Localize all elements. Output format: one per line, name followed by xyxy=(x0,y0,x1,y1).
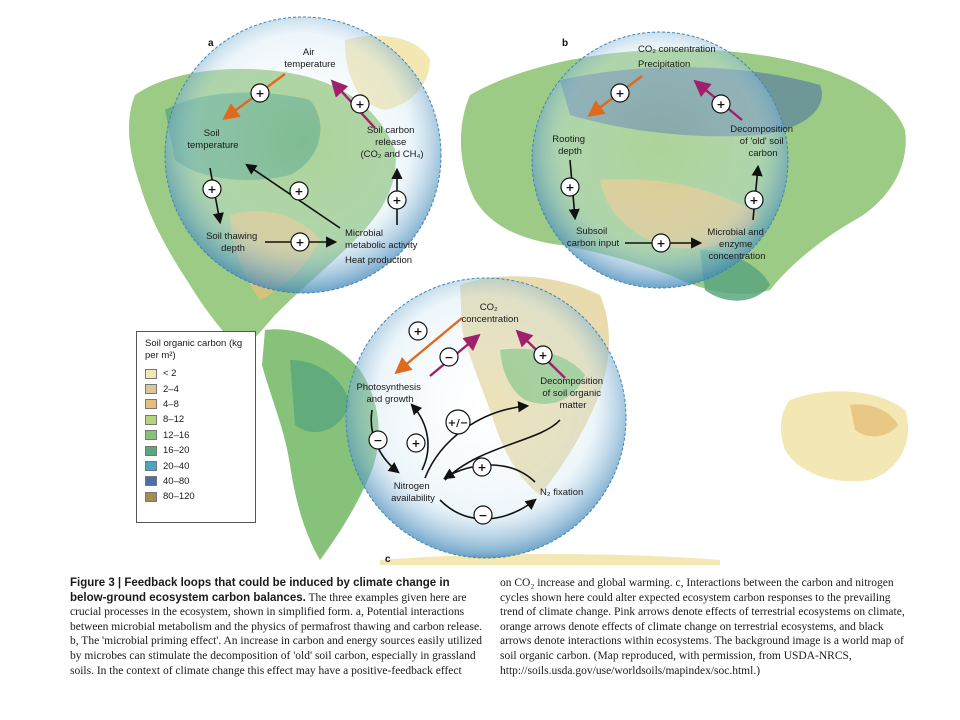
label-co2-precipitation: CO₂ concentration Precipitation xyxy=(638,44,716,70)
legend-rows xyxy=(145,366,247,505)
caption-heading: Figure 3 | Feedback loops that could be induced by climate change in below-ground ecosystem carbon balances. xyxy=(70,577,450,604)
label-decomposition-old-carbon: Decomposition of 'old' soil carbon xyxy=(730,124,794,159)
label-n2-fixation: N₂ fixation xyxy=(540,487,584,498)
legend-label: 40–80 xyxy=(163,475,190,487)
label-soil-temperature: Soil temperature xyxy=(187,128,239,151)
legend-label: 2–4 xyxy=(163,383,179,395)
legend-swatch xyxy=(145,446,157,456)
label-subsoil-carbon-input: Subsoil carbon input xyxy=(566,226,620,249)
sign-plus: + xyxy=(255,87,265,100)
label-nitrogen-availability: Nitrogen availability xyxy=(391,481,435,504)
sign-plus: + xyxy=(716,98,726,111)
label-soil-carbon-release: Soil carbon release (CO₂ and CH₄) xyxy=(360,125,424,160)
label-photosynthesis: Photosynthesis and growth xyxy=(356,382,421,405)
legend-item xyxy=(145,474,247,489)
legend-label: 4–8 xyxy=(163,398,179,410)
sign-minus: − xyxy=(373,434,383,447)
label-air-temperature: Air temperature xyxy=(284,47,336,70)
legend-item xyxy=(145,381,247,396)
sign-plus: + xyxy=(295,236,305,249)
label-co2-concentration: CO₂ concentration xyxy=(461,302,519,325)
legend-item xyxy=(145,458,247,473)
panel-letter-a: a xyxy=(208,38,214,49)
legend-swatch xyxy=(145,430,157,440)
label-rooting-depth: Rooting depth xyxy=(552,134,586,157)
caption-left-text: The three examples given here are crucial processes in the ecosystem, shown in simplified form. a, Potential interactions between microbial metabolism and the physics of permafrost thawing and carbon release. b, The 'microbial priming effect'. An increase in carbon and energy sources easily utilized by microbes can stimulate the decomposition of 'old' soil carbon, especially in grassland soils. In the context of climate change this effect may have a positive-feedback effect xyxy=(70,591,482,677)
sign-plus: + xyxy=(294,185,304,198)
caption-right-column xyxy=(500,576,912,678)
sign-plus: + xyxy=(615,87,625,100)
panel-letter-b: b xyxy=(562,38,569,49)
legend-title: Soil organic carbon (kg per m²) xyxy=(145,338,243,361)
legend-label: 20–40 xyxy=(163,460,190,472)
soil-carbon-legend xyxy=(136,331,256,523)
caption-right-text: on CO₂ increase and global warming. c, Interactions between the carbon and nitrogen cycles shown here could alter expected ecosystem carbon responses to the prevailing trend of climate change. Pink arrows denote effects of terrestrial ecosystems on climate, orange arrows denote effects of climate change on terrestrial ecosystems, and black arrows denote interactions within ecosystems. The background image is a world map of soil organic carbon. (Map reproduced, with permission, from USDA-NRCS, http://soils.usda.gov/use/worldsoils/mapindex/soc.html.) xyxy=(500,577,905,677)
label-microbial-enzyme: Microbial and enzyme concentration xyxy=(707,227,766,262)
sign-minus: − xyxy=(478,509,488,522)
sign-plus: + xyxy=(411,437,421,450)
sign-plus: + xyxy=(392,194,402,207)
legend-item xyxy=(145,489,247,504)
legend-item xyxy=(145,366,247,381)
legend-swatch xyxy=(145,476,157,486)
label-decomposition-organic-matter: Decomposition of soil organic matter xyxy=(540,376,604,411)
label-microbial-activity: Microbial metabolic activity Heat production xyxy=(345,228,418,266)
sign-plus: + xyxy=(477,461,487,474)
legend-swatch xyxy=(145,369,157,379)
sign-minus: − xyxy=(444,351,454,364)
legend-swatch xyxy=(145,399,157,409)
sign-plus: + xyxy=(565,181,575,194)
legend-swatch xyxy=(145,492,157,502)
figure-caption xyxy=(70,576,905,706)
legend-item xyxy=(145,443,247,458)
sign-plus: + xyxy=(207,183,217,196)
legend-label: 8–12 xyxy=(163,414,185,426)
legend-swatch xyxy=(145,461,157,471)
legend-swatch xyxy=(145,384,157,394)
legend-label: 80–120 xyxy=(163,491,195,503)
legend-item xyxy=(145,412,247,427)
label-soil-thawing-depth: Soil thawing depth xyxy=(206,231,258,254)
legend-item xyxy=(145,428,247,443)
sign-plus-minus: +/− xyxy=(447,418,469,429)
caption-left-column xyxy=(70,576,482,678)
legend-item xyxy=(145,397,247,412)
sign-plus: + xyxy=(538,349,548,362)
landmass-australia xyxy=(781,391,908,481)
legend-label: < 2 xyxy=(163,368,177,380)
panel-letter-c: c xyxy=(385,554,391,565)
sign-plus: + xyxy=(355,98,365,111)
legend-label: 12–16 xyxy=(163,429,190,441)
legend-label: 16–20 xyxy=(163,445,190,457)
sign-plus: + xyxy=(413,325,423,338)
sign-plus: + xyxy=(749,194,759,207)
landmass-antarctica xyxy=(380,554,720,565)
legend-swatch xyxy=(145,415,157,425)
sign-plus: + xyxy=(656,237,666,250)
